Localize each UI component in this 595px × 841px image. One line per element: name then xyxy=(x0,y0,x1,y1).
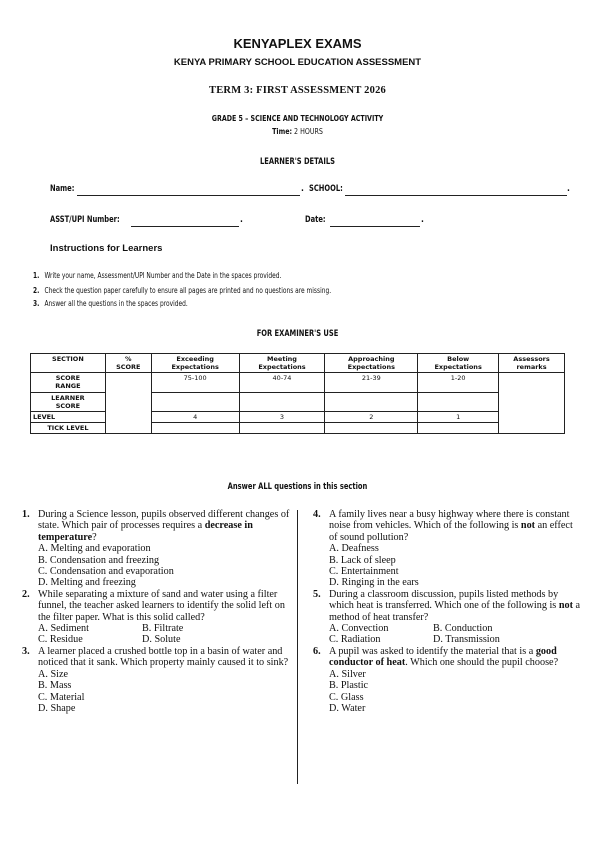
option[interactable]: A. Silver xyxy=(329,668,366,680)
exceeding-header: Exceeding Expectations xyxy=(151,354,239,373)
question-text: While separating a mixture of sand and water using a filter funnel, the teacher asked learners to identify the solid left on the filter paper. What is this solid called? xyxy=(38,588,285,623)
section-header: SECTION xyxy=(31,354,106,373)
range-approaching: 21-39 xyxy=(325,373,418,392)
name-field-row xyxy=(50,184,78,194)
learner-details-heading: LEARNER'S DETAILS xyxy=(260,157,335,167)
level-label: LEVEL xyxy=(31,411,106,422)
learner-score-cell[interactable] xyxy=(325,392,418,411)
option[interactable]: D. Melting and freezing xyxy=(38,577,136,589)
option[interactable]: A. Deafness xyxy=(329,543,379,555)
option[interactable]: B. Plastic xyxy=(329,680,369,692)
question-text: During a Science lesson, pupils observed different changes of state. Which pair of processes requires a decrease in temperature? xyxy=(38,509,290,543)
percent-score-cell[interactable] xyxy=(105,373,151,434)
below-header: Below Expectations xyxy=(418,354,499,373)
option[interactable]: D. Solute xyxy=(142,634,181,646)
questions-right-column xyxy=(313,509,581,714)
section-instruction: Answer ALL questions in this section xyxy=(227,482,368,492)
tick-level-cell[interactable] xyxy=(239,422,325,433)
examiner-score-table xyxy=(30,353,565,434)
instruction-item: 3. Answer all the questions in the spaces provided. xyxy=(33,299,188,308)
instructions-heading: Instructions for Learners xyxy=(50,243,163,254)
subject-title: GRADE 5 – SCIENCE AND TECHNOLOGY ACTIVITY xyxy=(211,114,384,123)
option[interactable]: B. Filtrate xyxy=(142,623,184,635)
option[interactable]: B. Mass xyxy=(38,680,72,692)
question-1: 1. During a Science lesson, pupils observed different changes of state. Which pair of processes requires a decrease in temperature? A. Melting and evaporation B. Condensation and freezing C. Condensation and evaporation D. Melting and freezing xyxy=(22,509,292,589)
option[interactable]: A. Convection xyxy=(329,623,389,635)
asst-upi-field[interactable] xyxy=(131,217,239,227)
tick-level-cell[interactable] xyxy=(418,422,499,433)
learner-score-cell[interactable] xyxy=(418,392,499,411)
option[interactable]: D. Water xyxy=(329,702,366,714)
column-divider xyxy=(297,510,298,784)
level-value: 1 xyxy=(418,411,499,422)
name-label: Name: xyxy=(50,184,75,194)
school-field-row xyxy=(309,184,347,194)
option[interactable]: C. Radiation xyxy=(329,634,381,646)
option[interactable]: C. Glass xyxy=(329,691,364,703)
school-label: SCHOOL: xyxy=(309,184,343,194)
assessment-title: KENYA PRIMARY SCHOOL EDUCATION ASSESSMENT xyxy=(173,57,422,68)
option[interactable]: A. Melting and evaporation xyxy=(38,543,151,555)
approaching-header: Approaching Expectations xyxy=(325,354,418,373)
level-value: 2 xyxy=(325,411,418,422)
question-6: 6. A pupil was asked to identify the material that is a good conductor of heat. Which one should the pupil choose? A. Silver B. Plastic C. Glass D. Water xyxy=(313,646,581,714)
question-3: 3. A learner placed a crushed bottle top in a basin of water and noticed that it sank. Which property mainly caused it to sink? A. Size B. Mass C. Material D. Shape xyxy=(22,646,292,714)
instruction-item: 2. Check the question paper carefully to ensure all pages are printed and no questions are missing. xyxy=(33,286,332,295)
date-field[interactable] xyxy=(330,217,420,227)
term-title: TERM 3: FIRST ASSESSMENT 2026 xyxy=(209,85,386,96)
tick-level-label: TICK LEVEL xyxy=(31,422,106,433)
table-row xyxy=(31,373,565,392)
table-header-row xyxy=(31,354,565,373)
question-text: A pupil was asked to identify the material that is a good conductor of heat. Which one should the pupil choose? xyxy=(329,645,559,669)
option[interactable]: B. Conduction xyxy=(433,623,493,635)
question-4: 4. A family lives near a busy highway where there is constant noise from vehicles. Which of the following is not an effect of sound pollution? A. Deafness B. Lack of sleep C. Entertainment D. Ringing in the ears xyxy=(313,509,581,589)
option[interactable]: C. Residue xyxy=(38,634,83,646)
remarks-header: Assessors remarks xyxy=(499,354,565,373)
questions-left-column xyxy=(22,509,292,714)
range-meeting: 40-74 xyxy=(239,373,325,392)
exam-page: KENYAPLEX EXAMS KENYA PRIMARY SCHOOL EDUCATION ASSESSMENT TERM 3: FIRST ASSESSMENT 2026 GRADE 5 – SCIENCE AND TECHNOLOGY ACTIVITY Time: 2 HOURS LEARNER'S DETAILS Name: . SCHOOL: . ASST/UPI Number: . Date: . Instructions for Learners 1. Write your name, Assessment/UPI Number and the Date in the spaces provided. 2. Check the question paper carefully to ensure all pages are printed and no questions are missing. 3. Answer all the questions in the spaces provided. FOR EXAMINER'S USE SECTION % SCORE Exceeding Expectations Meeting Expectations Approaching Expectations Below Expectations Assessors remarks SCORE RANGE 75-100 40-74 21-39 1-20 LEARNER SCORE LEVEL 4 3 2 1 TICK LEVEL Answer ALL questions in this section 1. During a Science lesson, pupils observed different changes of state. Which pair of processes requires a decrease in temperature? A. Melting and evaporation B. Condensation and freezing C. Condensation and evaporation D. Melting and freezing 2. While separating a mixture of sand and water using a filter funnel, the teacher asked learners to identify the solid left on the filter paper. What is this solid called? A. Sediment B. Filtrate C. Residue D. Solute 3. A learner placed a crushed bottle top in a basin of water and noticed that it sank. Which property mainly caused it to sink? A. Size B. Mass C. Material D. Shape 4. A family lives near a busy highway where there is constant noise from vehicles. Which of the following is not an effect of sound pollution? A. Deafness B. Lack of sleep C. Entertainment D. Ringing in the ears 5. During a classroom discussion, pupils listed methods by which heat is transferred. Which one of the following is not a method of heat transfer? A. Convection B. Conduction C. Radiation D. Transmission 6. A pupil was asked to identify the material that is a good conductor of heat. Which one should the pupil choose? A. Silver B. Plastic C. Glass D. Water xyxy=(0,0,595,841)
remarks-cell[interactable] xyxy=(499,373,565,434)
range-below: 1-20 xyxy=(418,373,499,392)
option[interactable]: B. Lack of sleep xyxy=(329,554,396,566)
option[interactable]: A. Sediment xyxy=(38,623,89,635)
name-field[interactable] xyxy=(77,186,300,196)
asst-upi-label: ASST/UPI Number: xyxy=(50,215,120,225)
learner-score-cell[interactable] xyxy=(239,392,325,411)
examiner-use-heading: FOR EXAMINER'S USE xyxy=(256,329,339,339)
question-text: During a classroom discussion, pupils listed methods by which heat is transferred. Which one of the following is not a method of heat transfer? xyxy=(329,588,581,623)
option[interactable]: C. Condensation and evaporation xyxy=(38,566,174,578)
tick-level-cell[interactable] xyxy=(151,422,239,433)
question-text: A family lives near a busy highway where there is constant noise from vehicles. Which of the following is not an effect of sound pollution? xyxy=(329,509,573,543)
question-2: 2. While separating a mixture of sand and water using a filter funnel, the teacher asked learners to identify the solid left on the filter paper. What is this solid called? A. Sediment B. Filtrate C. Residue D. Solute xyxy=(22,589,292,646)
exam-org-title: KENYAPLEX EXAMS xyxy=(233,36,362,51)
date-field-row xyxy=(305,215,328,225)
time-line xyxy=(36,127,560,136)
option[interactable]: D. Ringing in the ears xyxy=(329,577,419,589)
question-5: 5. During a classroom discussion, pupils listed methods by which heat is transferred. Which one of the following is not a method of heat transfer? A. Convection B. Conduction C. Radiation D. Transmission xyxy=(313,588,581,646)
level-value: 4 xyxy=(151,411,239,422)
option[interactable]: A. Size xyxy=(38,668,68,680)
percent-score-header: % SCORE xyxy=(105,354,151,373)
learner-score-cell[interactable] xyxy=(151,392,239,411)
meeting-header: Meeting Expectations xyxy=(239,354,325,373)
learner-score-label: LEARNER SCORE xyxy=(31,392,106,411)
level-value: 3 xyxy=(239,411,325,422)
score-range-label: SCORE RANGE xyxy=(31,373,106,392)
option[interactable]: D. Shape xyxy=(38,702,76,714)
date-label: Date: xyxy=(305,215,326,225)
range-exceeding: 75-100 xyxy=(151,373,239,392)
asst-field-row xyxy=(50,215,129,225)
question-text: A learner placed a crushed bottle top in a basin of water and noticed that it sank. Which property mainly caused it to sink? xyxy=(38,645,289,669)
option[interactable]: B. Condensation and freezing xyxy=(38,554,160,566)
time-value: 2 HOURS xyxy=(294,127,323,136)
option[interactable]: C. Entertainment xyxy=(329,566,399,578)
tick-level-cell[interactable] xyxy=(325,422,418,433)
option[interactable]: C. Material xyxy=(38,691,85,703)
instruction-item: 1. Write your name, Assessment/UPI Number and the Date in the spaces provided. xyxy=(33,271,282,280)
time-label: Time: xyxy=(272,127,293,136)
school-field[interactable] xyxy=(345,186,567,196)
option[interactable]: D. Transmission xyxy=(433,634,500,646)
